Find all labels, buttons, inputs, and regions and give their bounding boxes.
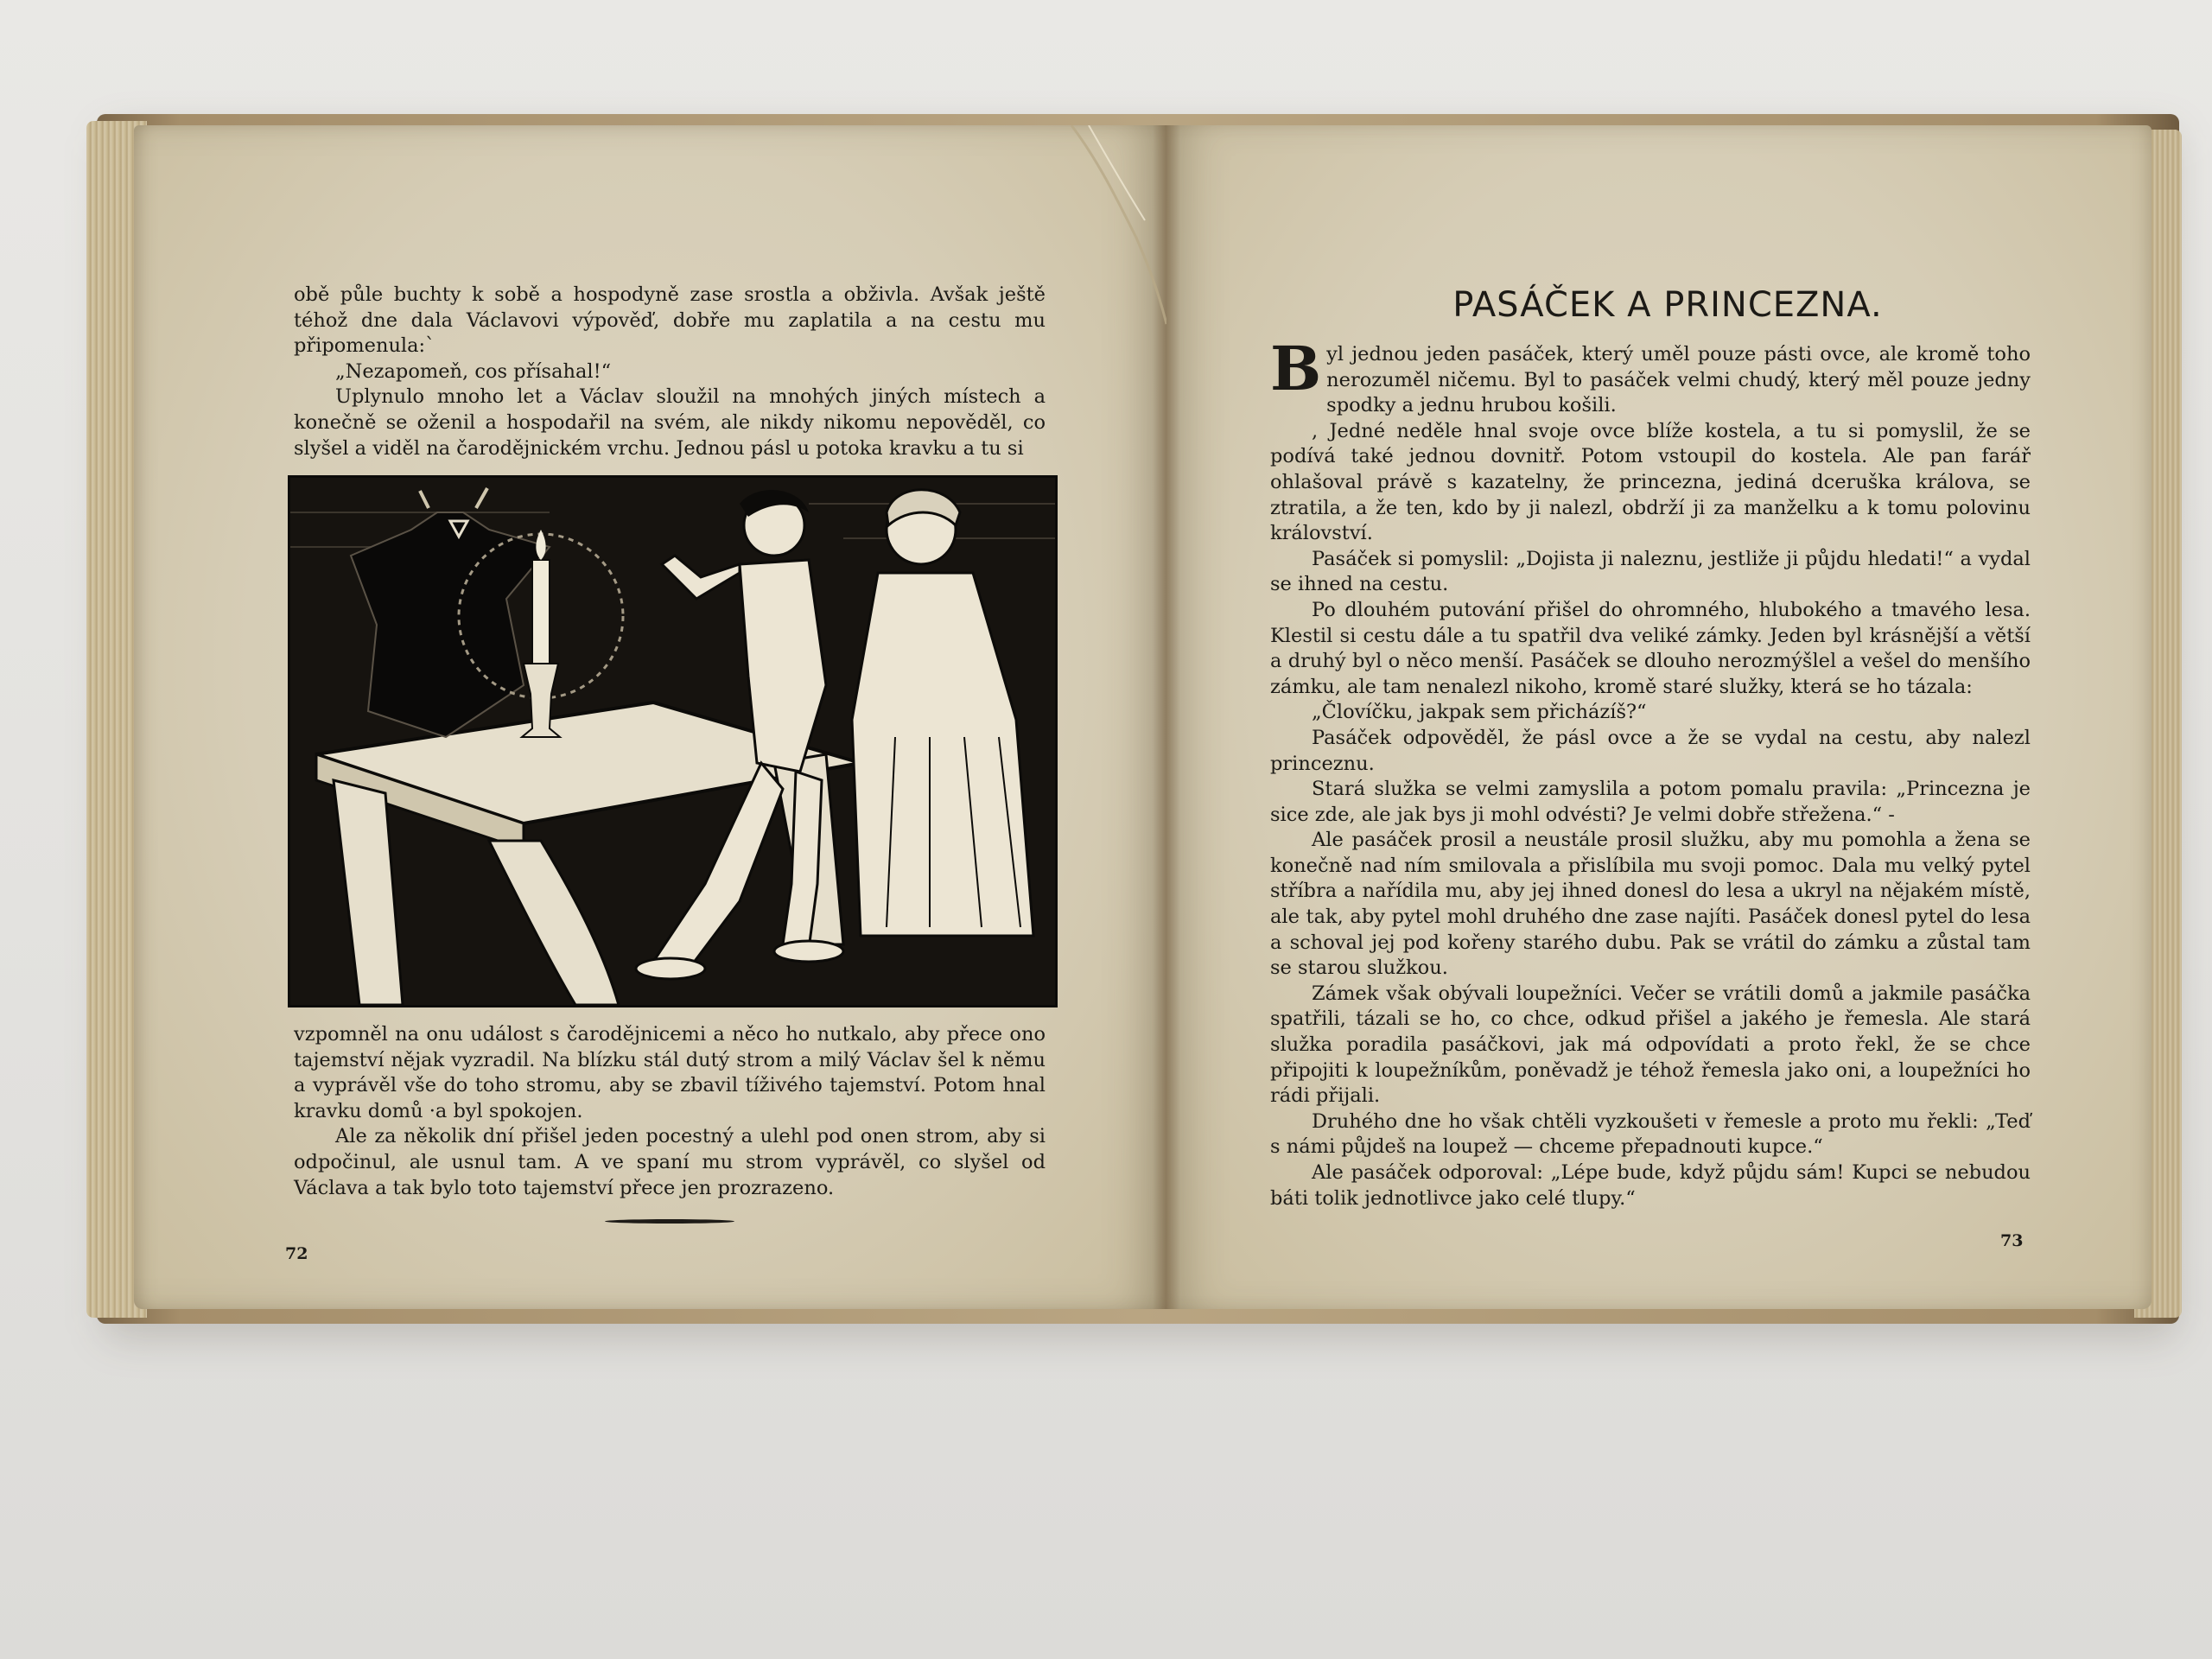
page-number-right: 73	[2000, 1231, 2024, 1250]
paragraph: Po dlouhém putování přišel do ohromného, hlubokého a tmavého lesa. Klestil si cestu dále a tu spatřil dva veliké zámky. Jeden byl krásnější a větší a druhý byl o něco menší. Pasáček se dlouho nerozmýšlel a vešel do menšího zámku, ale tam nenalezl nikoho, kromě staré služky, která se ho tázala:	[1270, 598, 2031, 698]
drop-cap: B	[1270, 333, 1322, 404]
paragraph: Ale pasáček prosil a neustále prosil služku, aby mu pomohla a žena se konečně nad ním smilovala a přislíbila mu svoji pomoc. Dala mu velký pytel stříbra a nařídila mu, aby jej ihned donesl do lesa a ukryl na nějakém místě, ale tak, aby pytel mohl druhého dne zase najíti. Pasáček donesl pytel do lesa a schoval jej pod kořeny starého dubu. Pak se vrátil do zámku a zůstal tam se starou služkou.	[1270, 829, 2031, 980]
paragraph: Stará služka se velmi zamyslila a potom pomalu pravila: „Princezna je sice zde, ale jak bys ji mohl odvésti? Je velmi dobře střežena.“ -	[1270, 778, 2031, 826]
first-paragraph	[1270, 333, 2031, 419]
chapter-title: PASÁČEK A PRINCEZNA.	[1452, 285, 1883, 325]
paragraph: Uplynulo mnoho let a Václav sloužil na mnohých jiných místech a konečně se oženil a hospodařil na svém, ale nikdy nikomu nepověděl, co slyšel a viděl na čarodějnickém vrchu. Jednou pásl u potoka kravku a tu si	[294, 385, 1046, 460]
left-page-text-top	[294, 283, 1046, 461]
paragraph: vzpomněl na onu událost s čarodějnicemi a něco ho nutkalo, aby přece ono tajemství nějak vyzradil. Na blízku stál dutý strom a milý Václav šel k němu a vyprávěl vše do toho stromu, aby se zbavil tíživého tajemství. Potom hnal kravku domů ·a byl spokojen.	[294, 1023, 1046, 1122]
woodcut-illustration	[288, 475, 1058, 1007]
paragraph: , Jedné neděle hnal svoje ovce blíže kostela, a tu si pomyslil, že se podívá také jednou dovnitř. Potom vstoupil do kostela. Ale pan farář ohlašoval právě s kazatelny, že princezna, jediná dceruška králova, se ztratila, a že ten, kdo by ji nalezl, obdrží ji za manželku a k tomu polovinu království.	[1270, 419, 2031, 545]
page-number-left: 72	[285, 1244, 308, 1263]
paragraph: „Nezapomeň, cos přísahal!“	[335, 359, 612, 383]
left-page-text-bottom	[294, 1022, 1046, 1201]
paragraph: Ale pasáček odporoval: „Lépe bude, když půjdu sám! Kupci se nebudou báti tolik jednotlivce jako celé tlupy.“	[1270, 1161, 2031, 1210]
paragraph: Pasáček odpověděl, že pásl ovce a že se vydal na cestu, aby nalezl princeznu.	[1270, 726, 2031, 775]
first-paragraph-text: yl jednou jeden pasáček, který uměl pouze pásti ovce, ale kromě toho nerozuměl ničemu. Byl to pasáček velmi chudý, který měl pouze jedny spodky a jednu hrubou košili.	[1326, 343, 2031, 417]
paper-tear-crease	[1037, 125, 1166, 385]
right-page-text	[1270, 333, 2031, 1211]
end-ornament-rule	[605, 1219, 734, 1224]
paragraph: Druhého dne ho však chtěli vyzkoušeti v řemesle a proto mu řekli: „Teď s námi půjdeš na loupež — chceme přepadnouti kupce.“	[1270, 1109, 2031, 1159]
paragraph: Pasáček si pomyslil: „Dojista ji naleznu, jestliže ji půjdu hledati!“ a vydal se ihned na cestu.	[1270, 547, 2031, 596]
paragraph: „Človíčku, jakpak sem přicházíš?“	[1312, 701, 1647, 724]
paragraph: Zámek však obývali loupežníci. Večer se vrátili domů a jakmile pasáčka spatřili, tázali se ho, co chce, odkud přišel a jakého je řemesla. Ale stará služka poradila pasáčkovi, jak má odpovídati a proto řekl, že se chce připojiti k loupežníkům, poněvadž je téhož řemesla jako oni, a loupežníci ho rádi přijali.	[1270, 982, 2031, 1108]
paragraph: obě půle buchty k sobě a hospodyně zase srostla a obživla. Avšak ještě téhož dne dala Václavovi výpověď, dobře mu zaplatila a na cestu mu připomenula:`	[294, 283, 1046, 358]
paragraph: Ale za několik dní přišel jeden pocestný a ulehl pod onen strom, aby si odpočinul, ale usnul tam. A ve spaní mu strom vyprávěl, co slyšel od Václava a tak bylo toto tajemství přece jen prozrazeno.	[294, 1125, 1046, 1199]
